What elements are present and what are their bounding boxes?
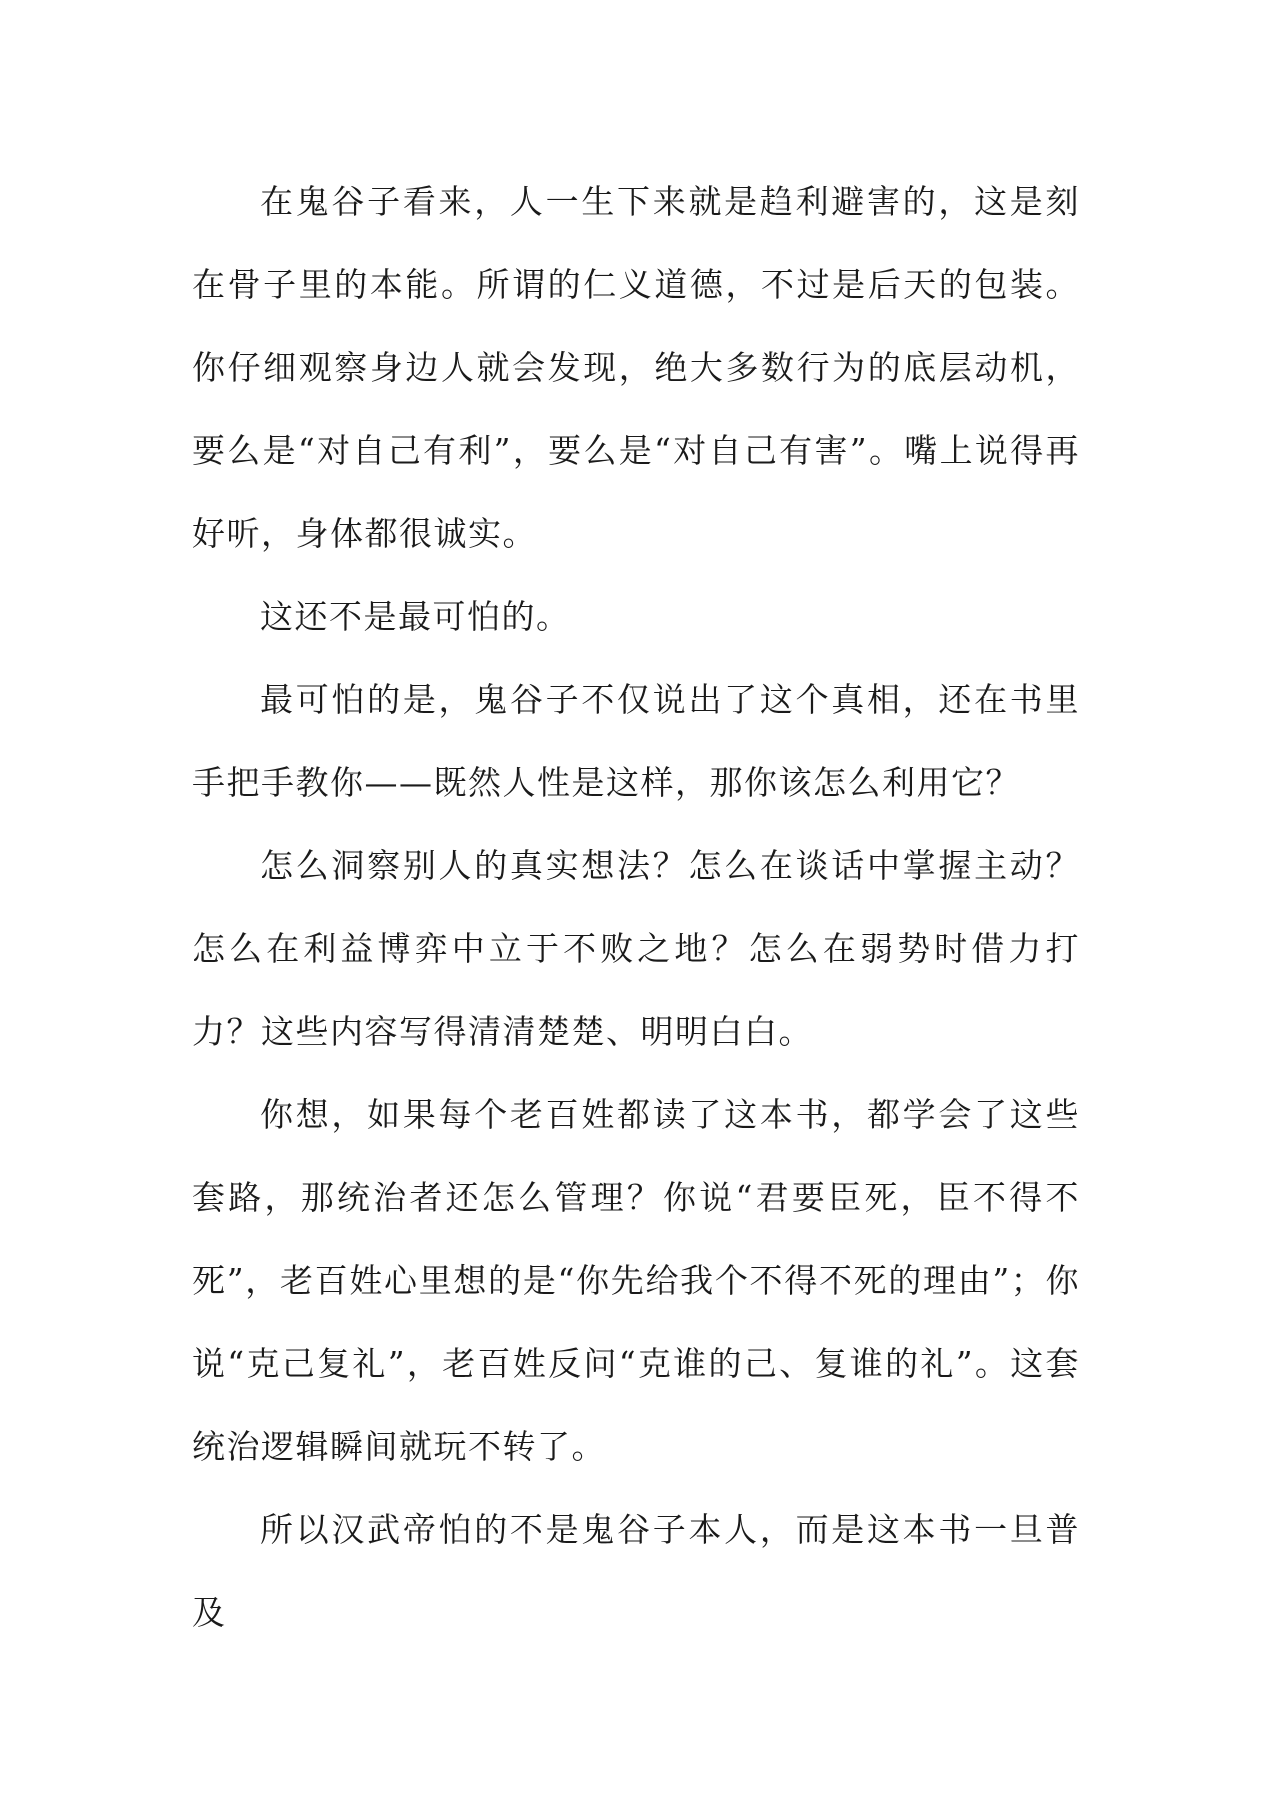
paragraph-4: 怎么洞察别人的真实想法？怎么在谈话中掌握主动？怎么在利益博弈中立于不败之地？怎么在弱势时借力打力？这些内容写得清清楚楚、明明白白。 [192, 846, 1080, 1051]
body-text [192, 160, 1080, 1654]
paragraph-2: 这还不是最可怕的。 [260, 597, 571, 636]
paragraph-6: 所以汉武帝怕的不是鬼谷子本人，而是这本书一旦普及 [192, 1510, 1080, 1632]
paragraph-3: 最可怕的是，鬼谷子不仅说出了这个真相，还在书里手把手教你——既然人性是这样，那你该怎么利用它？ [192, 680, 1080, 802]
paragraph-1: 在鬼谷子看来，人一生下来就是趋利避害的，这是刻在骨子里的本能。所谓的仁义道德，不过是后天的包装。你仔细观察身边人就会发现，绝大多数行为的底层动机，要么是“对自己有利”，要么是“对自己有害”。嘴上说得再好听，身体都很诚实。 [192, 182, 1080, 553]
paragraph-5: 你想，如果每个老百姓都读了这本书，都学会了这些套路，那统治者还怎么管理？你说“君要臣死，臣不得不死”，老百姓心里想的是“你先给我个不得不死的理由”；你说“克己复礼”，老百姓反问“克谁的己、复谁的礼”。这套统治逻辑瞬间就玩不转了。 [192, 1095, 1080, 1466]
